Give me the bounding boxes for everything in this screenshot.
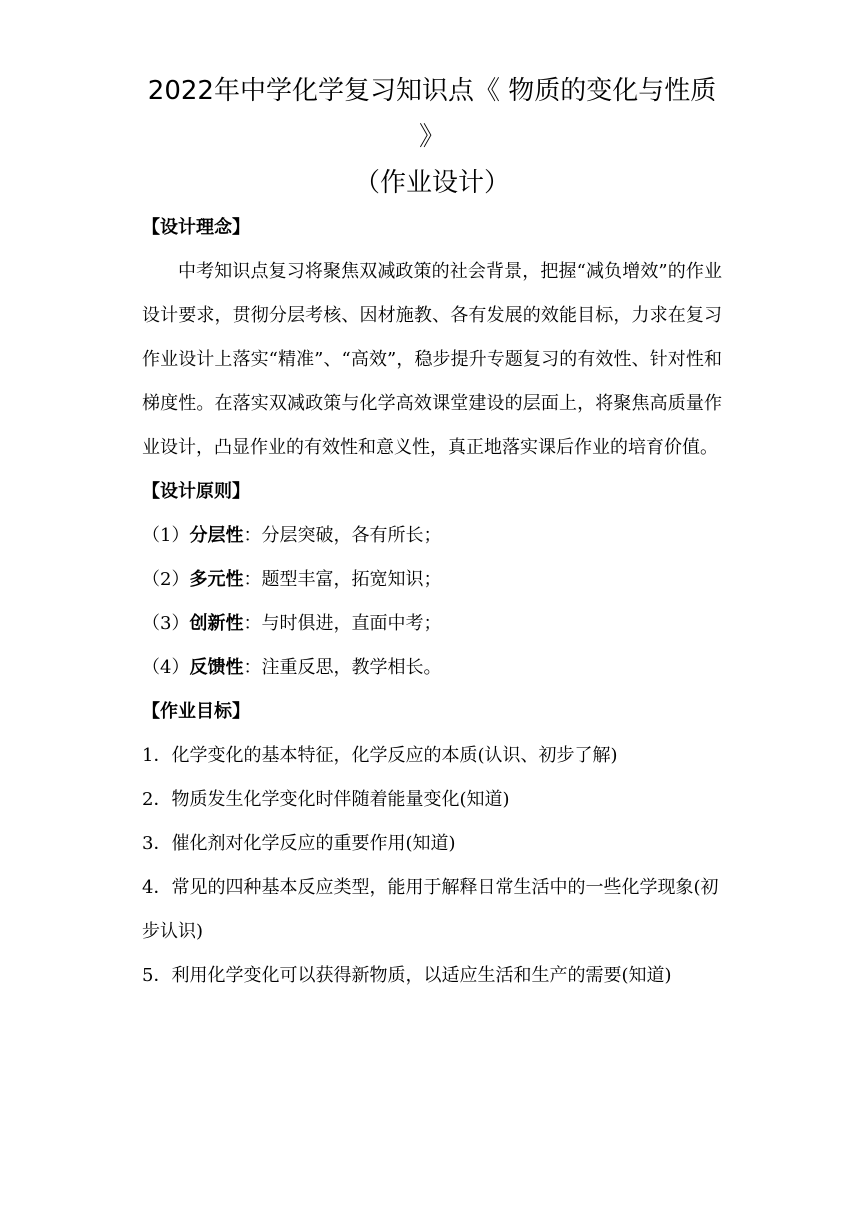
principle-item: [142, 514, 722, 558]
concept-paragraph: 中考知识点复习将聚焦双减政策的社会背景，把握“减负增效”的作业设计要求，贯彻分层考核、因材施教、各有发展的效能目标，力求在复习作业设计上落实“精准”、“高效”，稳步提升专题复习的有效性、针对性和梯度性。在落实双减政策与化学高效课堂建设的层面上，将聚焦高质量作业设计，凸显作业的有效性和意义性，真正地落实课后作业的培育价值。: [142, 261, 722, 458]
principle-description: 题型丰富，拓宽知识；: [261, 569, 442, 590]
principle-term: 反馈性: [189, 657, 244, 678]
principle-separator: ：: [243, 569, 262, 590]
goal-item: 3．催化剂对化学反应的重要作用(知道): [142, 833, 456, 854]
document-subtitle: （作业设计）: [353, 168, 510, 198]
principle-number: （3）: [142, 613, 190, 634]
principle-term: 创新性: [189, 613, 244, 634]
section-heading-principles: 【设计原则】: [142, 481, 250, 502]
principle-separator: ：: [243, 525, 262, 546]
principle-number: （1）: [142, 525, 190, 546]
principle-description: 与时俱进，直面中考；: [261, 613, 442, 634]
document-content: [142, 68, 722, 998]
principle-item: [142, 558, 722, 602]
principle-description: 注重反思，教学相长。: [261, 657, 442, 678]
goal-item: 1．化学变化的基本特征，化学反应的本质(认识、初步了解): [142, 745, 618, 766]
principle-number: （2）: [142, 569, 190, 590]
principle-item: [142, 646, 722, 690]
goal-item: 5．利用化学变化可以获得新物质，以适应生活和生产的需要(知道): [142, 965, 672, 986]
principle-separator: ：: [243, 613, 262, 634]
principle-separator: ：: [243, 657, 262, 678]
principles-list: [142, 514, 722, 690]
goal-item: 4．常见的四种基本反应类型，能用于解释日常生活中的一些化学现象(初步认识): [142, 877, 719, 942]
principle-item: [142, 602, 722, 646]
goal-item: 2．物质发生化学变化时伴随着能量变化(知道): [142, 789, 510, 810]
principle-description: 分层突破，各有所长；: [261, 525, 442, 546]
goals-list: [142, 734, 722, 998]
document-title: 2022年中学化学复习知识点《 物质的变化与性质 》: [147, 76, 717, 152]
principle-term: 分层性: [189, 525, 244, 546]
principle-number: （4）: [142, 657, 190, 678]
section-heading-concept: 【设计理念】: [142, 217, 250, 238]
principle-term: 多元性: [189, 569, 244, 590]
section-heading-goals: 【作业目标】: [142, 701, 250, 722]
